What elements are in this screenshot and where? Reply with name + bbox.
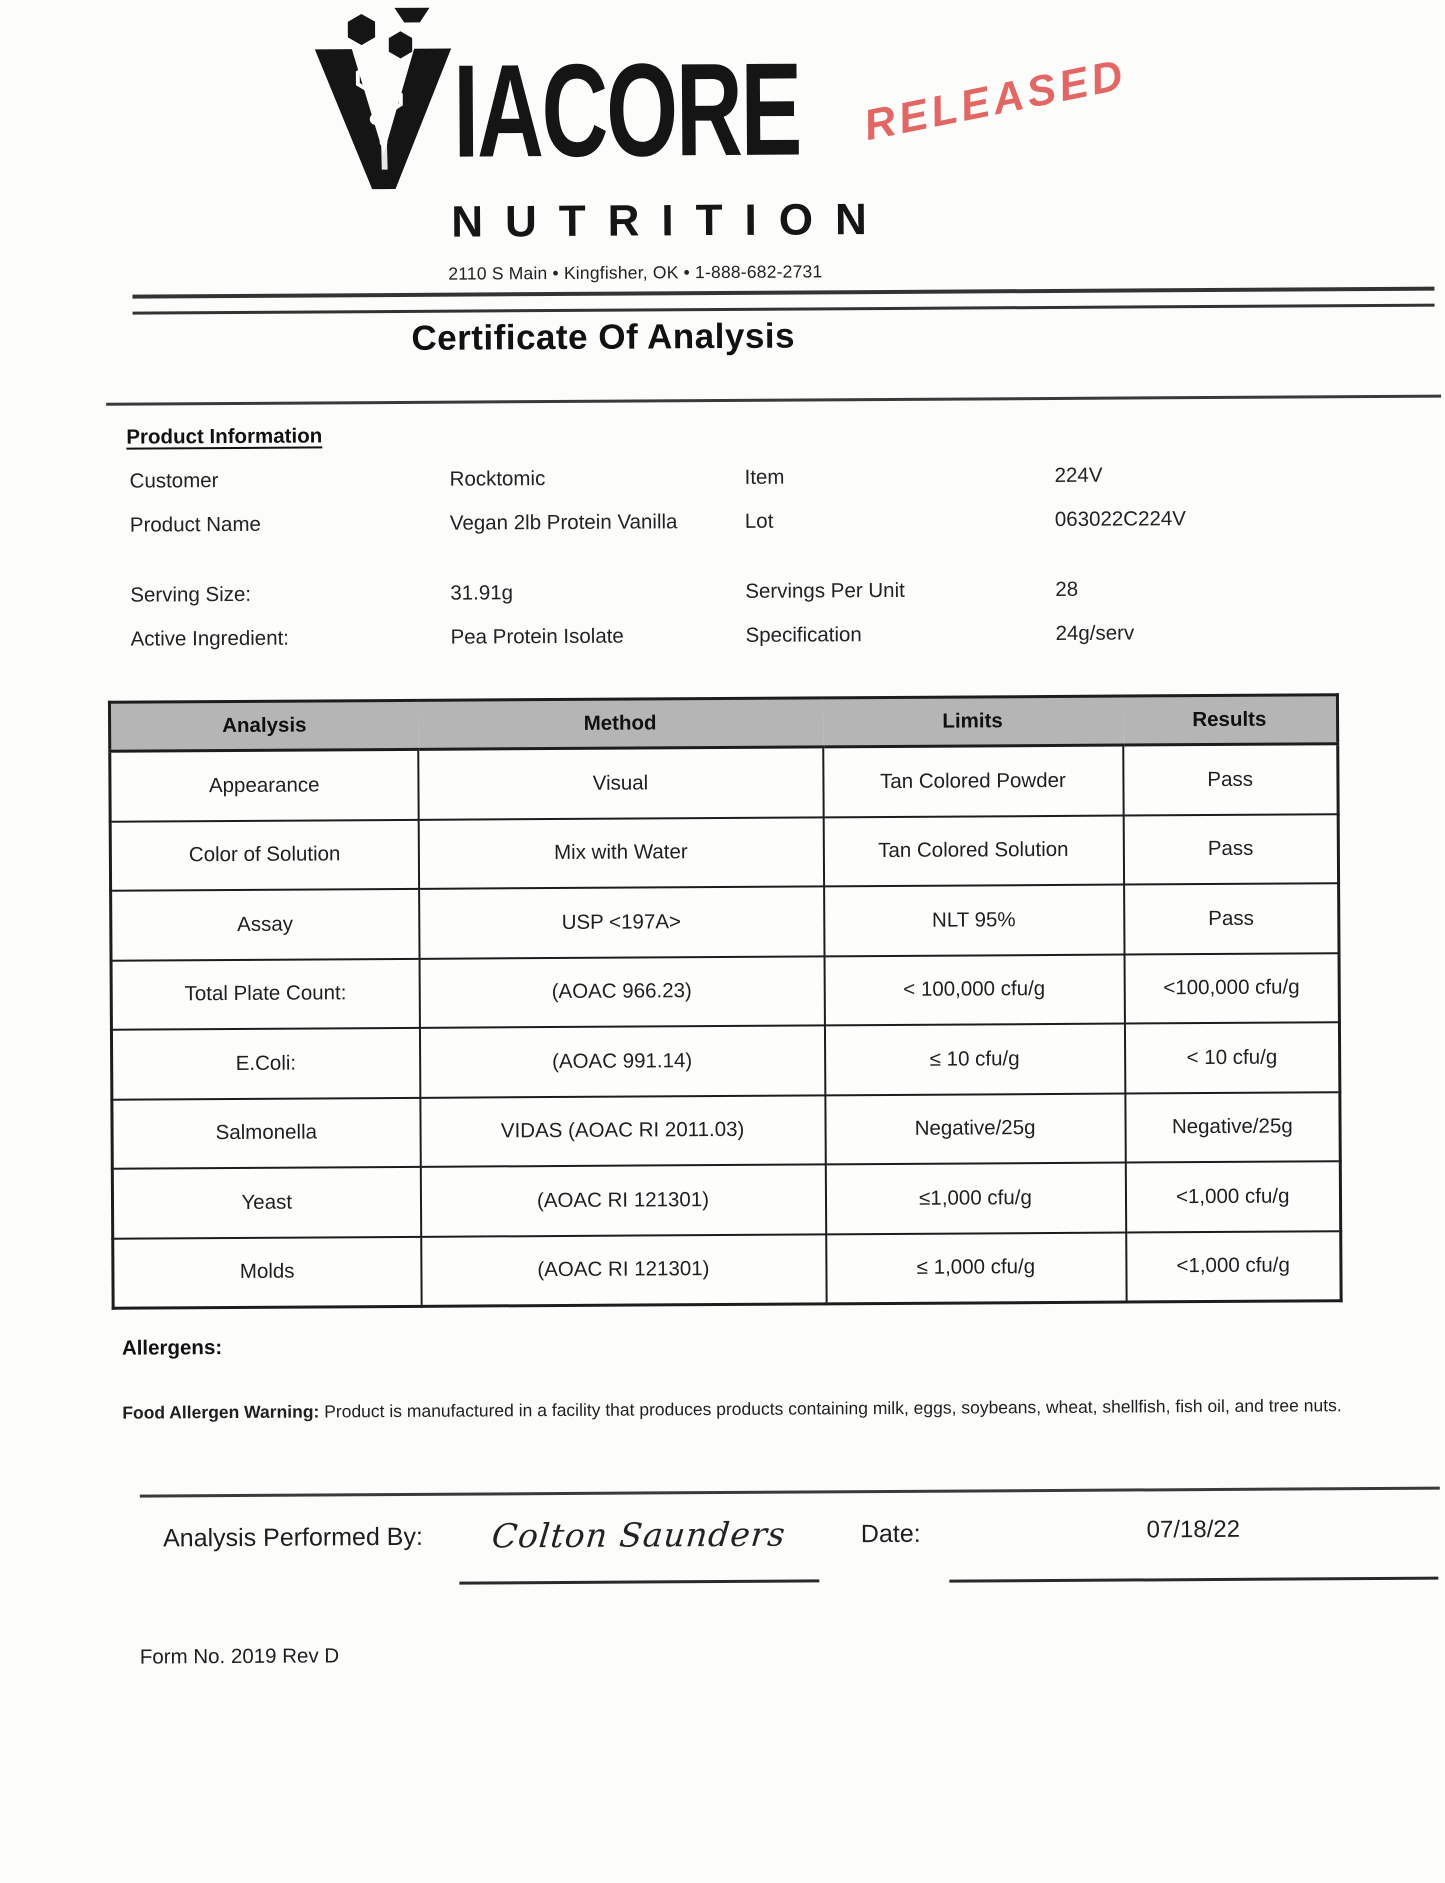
column-header: Results bbox=[1122, 695, 1337, 745]
field-value: 28 bbox=[1055, 577, 1079, 601]
table-row bbox=[111, 953, 1339, 1030]
field-label: Specification bbox=[745, 623, 862, 647]
form-number: Form No. 2019 Rev D bbox=[139, 1644, 340, 1669]
field-value: Pea Protein Isolate bbox=[450, 624, 624, 649]
double-rule bbox=[132, 287, 1434, 315]
allergen-warning-text: Product is manufactured in a facility that produces products containing milk, eggs, soybeans, wheat, shellfish, fish oil, and tree nuts. bbox=[319, 1395, 1342, 1422]
field-value: 224V bbox=[1054, 463, 1103, 487]
product-information-section bbox=[116, 418, 1382, 652]
rule-line bbox=[132, 287, 1434, 298]
method-cell: Mix with Water bbox=[418, 817, 823, 889]
released-stamp: RELEASED bbox=[860, 50, 1131, 151]
results-cell: <1,000 cfu/g bbox=[1126, 1231, 1341, 1302]
allergen-warning bbox=[122, 1391, 1377, 1427]
analysis-cell: Appearance bbox=[110, 749, 418, 821]
company-header bbox=[324, 3, 936, 286]
performed-by-label: Analysis Performed By: bbox=[162, 1522, 423, 1553]
rule-line bbox=[140, 1487, 1440, 1498]
limits-cell: ≤ 1,000 cfu/g bbox=[826, 1232, 1126, 1304]
results-cell: Pass bbox=[1123, 744, 1338, 815]
analysis-cell: Total Plate Count: bbox=[111, 958, 419, 1029]
section-title: Allergens: bbox=[121, 1336, 223, 1360]
product-info-row bbox=[117, 462, 1382, 494]
table-row bbox=[112, 1092, 1340, 1169]
limits-cell: Tan Colored Solution bbox=[823, 815, 1123, 886]
results-cell: Pass bbox=[1124, 883, 1339, 954]
analysis-results-table bbox=[108, 693, 1343, 1310]
results-cell: <100,000 cfu/g bbox=[1124, 953, 1339, 1024]
signature-section bbox=[163, 1511, 1438, 1588]
limits-cell: ≤1,000 cfu/g bbox=[825, 1163, 1125, 1234]
column-header: Method bbox=[417, 698, 822, 749]
field-label: Lot bbox=[744, 509, 774, 533]
field-label: Item bbox=[744, 465, 785, 489]
column-header: Limits bbox=[822, 696, 1122, 747]
field-label: Active Ingredient: bbox=[130, 626, 290, 651]
method-cell: USP <197A> bbox=[419, 886, 824, 958]
field-value: 24g/serv bbox=[1055, 621, 1135, 645]
limits-cell: Negative/25g bbox=[825, 1093, 1125, 1164]
results-cell: < 10 cfu/g bbox=[1124, 1022, 1339, 1093]
table-row bbox=[110, 814, 1338, 891]
product-info-row bbox=[117, 506, 1382, 538]
field-label: Customer bbox=[129, 469, 219, 493]
date-label: Date: bbox=[860, 1519, 921, 1549]
field-label: Servings Per Unit bbox=[745, 578, 905, 603]
rule-line bbox=[133, 303, 1435, 314]
signature-field bbox=[459, 1514, 819, 1584]
analysis-cell: Yeast bbox=[112, 1167, 420, 1238]
allergen-warning-label: Food Allergen Warning: bbox=[122, 1401, 320, 1423]
analysis-cell: E.Coli: bbox=[111, 1028, 419, 1099]
field-label: Product Name bbox=[129, 512, 261, 537]
method-cell: (AOAC 966.23) bbox=[419, 956, 824, 1028]
table-row bbox=[111, 1022, 1339, 1099]
limits-cell: Tan Colored Powder bbox=[823, 745, 1123, 817]
field-value: 31.91g bbox=[450, 581, 514, 605]
table-row bbox=[110, 744, 1338, 822]
field-label: Serving Size: bbox=[130, 582, 252, 607]
field-value: Rocktomic bbox=[449, 467, 546, 491]
document-title: Certificate Of Analysis bbox=[411, 316, 796, 358]
field-value: Vegan 2lb Protein Vanilla bbox=[449, 510, 678, 535]
table-row bbox=[111, 883, 1339, 960]
method-cell: (AOAC RI 121301) bbox=[421, 1234, 826, 1306]
method-cell: VIDAS (AOAC RI 2011.03) bbox=[420, 1095, 825, 1167]
table-header-row bbox=[109, 695, 1337, 752]
method-cell: (AOAC 991.14) bbox=[419, 1025, 824, 1097]
analysis-cell: Salmonella bbox=[112, 1097, 420, 1168]
field-value: 063022C224V bbox=[1054, 507, 1187, 531]
company-logo bbox=[324, 3, 935, 197]
brand-subtitle-text: NUTRITION bbox=[451, 194, 889, 247]
column-header: Analysis bbox=[109, 700, 417, 751]
product-info-row bbox=[117, 620, 1382, 652]
brand-name-text: IACORE bbox=[453, 35, 801, 185]
table-row bbox=[112, 1161, 1340, 1238]
method-cell: (AOAC RI 121301) bbox=[420, 1164, 825, 1236]
analysis-cell: Assay bbox=[111, 889, 419, 960]
limits-cell: ≤ 10 cfu/g bbox=[824, 1024, 1124, 1095]
rule-line bbox=[106, 395, 1441, 406]
table-row bbox=[113, 1231, 1341, 1309]
results-cell: Pass bbox=[1123, 814, 1338, 885]
method-cell: Visual bbox=[418, 747, 823, 819]
allergens-section bbox=[122, 1329, 1378, 1427]
analysis-cell: Molds bbox=[113, 1236, 421, 1308]
limits-cell: < 100,000 cfu/g bbox=[824, 954, 1124, 1025]
results-cell: Negative/25g bbox=[1125, 1092, 1340, 1163]
limits-cell: NLT 95% bbox=[824, 885, 1124, 956]
company-address: 2110 S Main • Kingfisher, OK • 1-888-682-2731 bbox=[448, 261, 823, 284]
results-cell: <1,000 cfu/g bbox=[1125, 1161, 1340, 1232]
flask-v-icon bbox=[309, 6, 460, 197]
section-title: Product Information bbox=[126, 424, 323, 449]
analysis-cell: Color of Solution bbox=[110, 819, 418, 890]
analyst-signature: Colton Saunders bbox=[490, 1514, 788, 1556]
date-value: 07/18/22 bbox=[949, 1511, 1439, 1583]
product-info-row bbox=[117, 576, 1382, 608]
